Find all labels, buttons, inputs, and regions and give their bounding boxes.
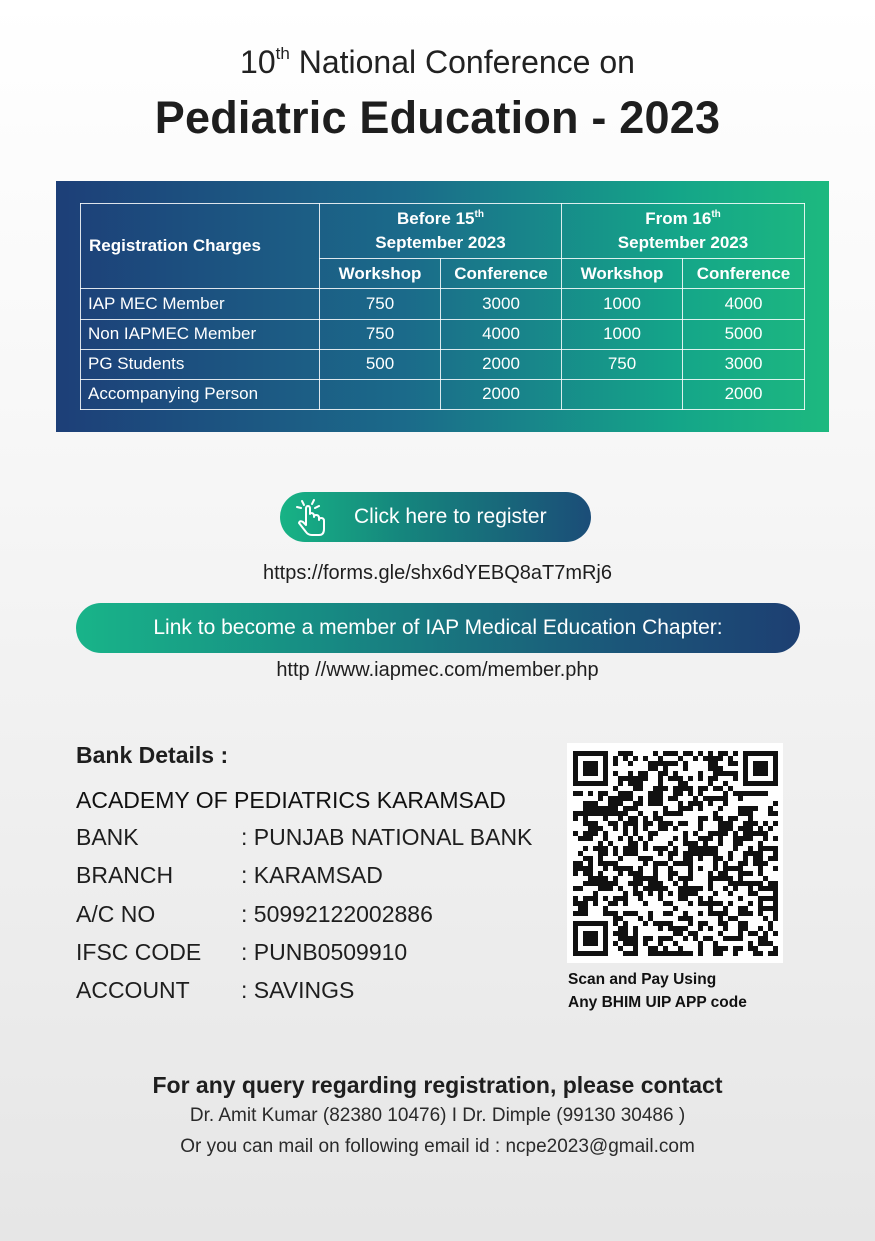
row-label: Non IAPMEC Member — [81, 319, 320, 349]
bank-field-ifsc: IFSC CODE : PUNB0509910 — [76, 939, 408, 965]
payment-qr-code — [567, 743, 783, 963]
table-row — [81, 319, 805, 349]
period-before-header: Before 15th September 2023 — [320, 204, 562, 259]
row-label: IAP MEC Member — [81, 289, 320, 319]
sub-header-workshop: Workshop — [320, 259, 441, 289]
fee-cell: 3000 — [441, 289, 562, 319]
bank-details-heading: Bank Details : — [76, 742, 229, 768]
contact-email: Or you can mail on following email id : ncpe2023@gmail.com — [180, 1136, 695, 1157]
fee-cell: 4000 — [683, 289, 805, 319]
bank-field-branch: BRANCH : KARAMSAD — [76, 862, 383, 888]
fee-cell: 2000 — [441, 379, 562, 409]
qr-code-icon — [567, 743, 783, 963]
table-row — [81, 349, 805, 379]
registration-charges-table — [80, 203, 805, 410]
table-row — [81, 379, 805, 409]
sub-header-conference: Conference — [683, 259, 805, 289]
fee-cell: 500 — [320, 349, 441, 379]
table-row — [81, 289, 805, 319]
qr-caption: Scan and Pay Using Any BHIM UIP APP code — [568, 971, 747, 1011]
fee-cell: 2000 — [441, 349, 562, 379]
page-title: Pediatric Education - 2023 — [154, 92, 721, 143]
bank-field-account-type: ACCOUNT : SAVINGS — [76, 977, 355, 1003]
fee-cell: 5000 — [683, 319, 805, 349]
register-button[interactable] — [280, 492, 591, 542]
row-label: PG Students — [81, 349, 320, 379]
fee-cell: 4000 — [441, 319, 562, 349]
fee-cell — [320, 379, 441, 409]
registration-link[interactable]: https://forms.gle/shx6dYEBQ8aT7mRj6 — [262, 562, 613, 584]
fee-cell — [562, 379, 683, 409]
row-label: Accompanying Person — [81, 379, 320, 409]
conference-subtitle: 10th National Conference on — [240, 44, 635, 80]
pointing-hand-icon — [294, 497, 330, 537]
fee-cell: 750 — [320, 319, 441, 349]
register-button-label: Click here to register — [354, 505, 547, 528]
account-name: ACADEMY OF PEDIATRICS KARAMSAD — [76, 787, 506, 813]
contact-heading: For any query regarding registration, please contact — [152, 1072, 723, 1098]
fee-cell: 750 — [562, 349, 683, 379]
contact-phones: Dr. Amit Kumar (82380 10476) I Dr. Dimple (99130 30486 ) — [189, 1105, 686, 1126]
fee-cell: 1000 — [562, 289, 683, 319]
period-from-header: From 16th September 2023 — [562, 204, 805, 259]
registration-charges-panel — [56, 181, 829, 432]
fee-cell: 1000 — [562, 319, 683, 349]
membership-banner: Link to become a member of IAP Medical Education Chapter: — [76, 603, 800, 653]
sub-header-workshop: Workshop — [562, 259, 683, 289]
fee-cell: 750 — [320, 289, 441, 319]
registration-charges-header: Registration Charges — [81, 204, 320, 289]
bank-field-bank: BANK : PUNJAB NATIONAL BANK — [76, 824, 533, 850]
sub-header-conference: Conference — [441, 259, 562, 289]
membership-link[interactable]: http //www.iapmec.com/member.php — [276, 659, 599, 681]
fee-cell: 2000 — [683, 379, 805, 409]
bank-field-account-number: A/C NO : 50992122002886 — [76, 901, 433, 927]
fee-cell: 3000 — [683, 349, 805, 379]
